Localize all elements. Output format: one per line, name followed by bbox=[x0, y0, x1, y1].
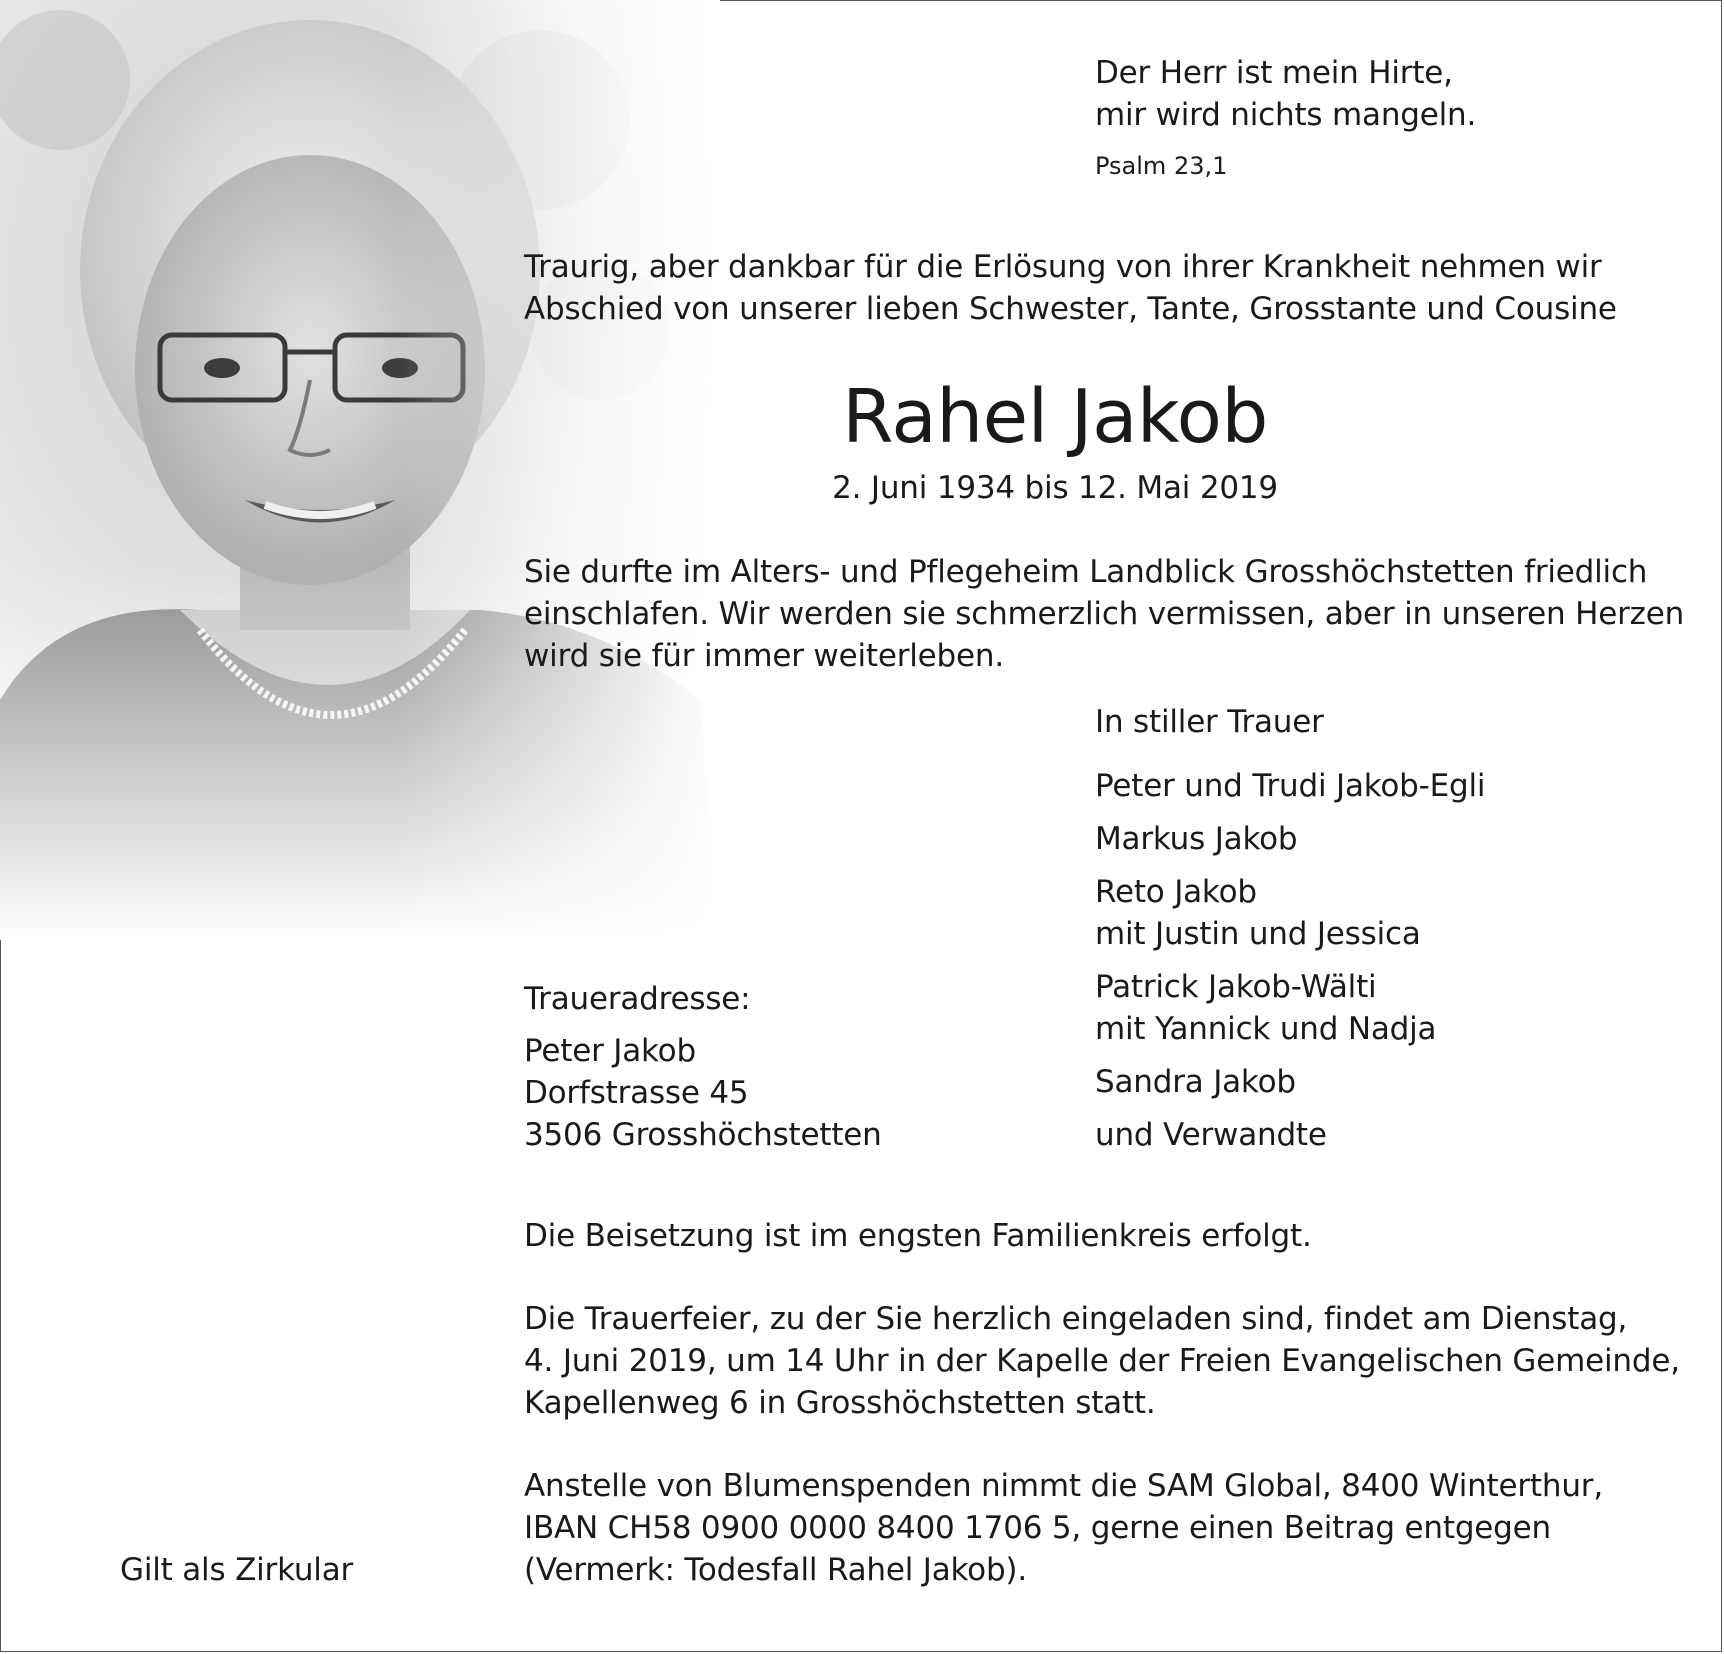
farewell-line: Sie durfte im Alters- und Pflegeheim Landblick Grosshöchstetten friedlich bbox=[524, 554, 1648, 590]
intro-line: Traurig, aber dankbar für die Erlösung von ihrer Krankheit nehmen wir bbox=[524, 249, 1602, 285]
farewell-line: einschlafen. Wir werden sie schmerzlich vermissen, aber in unseren Herzen bbox=[524, 596, 1685, 632]
donation-line: IBAN CH58 0900 0000 8400 1706 5, gerne einen Beitrag entgegen bbox=[524, 1510, 1551, 1546]
mourner-entry: mit Yannick und Nadja bbox=[1095, 1011, 1437, 1047]
deceased-name: Rahel Jakob bbox=[842, 374, 1268, 460]
service-announcement bbox=[524, 1298, 1680, 1424]
donation-line: (Vermerk: Todesfall Rahel Jakob). bbox=[524, 1552, 1027, 1588]
service-line: 4. Juni 2019, um 14 Uhr in der Kapelle der Freien Evangelischen Gemeinde, bbox=[524, 1343, 1680, 1379]
mourners-heading: In stiller Trauer bbox=[1095, 704, 1324, 740]
service-line: Kapellenweg 6 in Grosshöchstetten statt. bbox=[524, 1385, 1156, 1421]
bible-verse-line: Der Herr ist mein Hirte, bbox=[1095, 55, 1453, 91]
service-line: Die Trauerfeier, zu der Sie herzlich eingeladen sind, findet am Dienstag, bbox=[524, 1301, 1628, 1337]
donation-note bbox=[524, 1465, 1603, 1591]
address-lines bbox=[524, 1030, 882, 1156]
life-dates: 2. Juni 1934 bis 12. Mai 2019 bbox=[832, 470, 1278, 506]
circular-note: Gilt als Zirkular bbox=[120, 1552, 354, 1588]
address-line: Dorfstrasse 45 bbox=[524, 1075, 749, 1111]
farewell-line: wird sie für immer weiterleben. bbox=[524, 638, 1004, 674]
mourner-entry: Peter und Trudi Jakob-Egli bbox=[1095, 768, 1486, 804]
mourner-entry: Sandra Jakob bbox=[1095, 1064, 1296, 1100]
address-label: Traueradresse: bbox=[524, 981, 751, 1017]
bible-verse-line: mir wird nichts mangeln. bbox=[1095, 97, 1477, 133]
address-line: Peter Jakob bbox=[524, 1033, 696, 1069]
farewell-paragraph bbox=[524, 551, 1684, 677]
mourner-entry: Reto Jakob bbox=[1095, 874, 1257, 910]
address-line: 3506 Grosshöchstetten bbox=[524, 1117, 882, 1153]
mourner-entry: Patrick Jakob-Wälti bbox=[1095, 969, 1377, 1005]
mourner-entry: mit Justin und Jessica bbox=[1095, 916, 1421, 952]
burial-note: Die Beisetzung ist im engsten Familienkreis erfolgt. bbox=[524, 1218, 1312, 1254]
bible-verse bbox=[1095, 52, 1476, 136]
intro-text bbox=[524, 246, 1617, 330]
mourner-entry: und Verwandte bbox=[1095, 1117, 1327, 1153]
bible-reference: Psalm 23,1 bbox=[1095, 152, 1228, 180]
donation-line: Anstelle von Blumenspenden nimmt die SAM Global, 8400 Winterthur, bbox=[524, 1468, 1603, 1504]
mourner-entry: Markus Jakob bbox=[1095, 821, 1298, 857]
intro-line: Abschied von unserer lieben Schwester, Tante, Grosstante und Cousine bbox=[524, 291, 1617, 327]
